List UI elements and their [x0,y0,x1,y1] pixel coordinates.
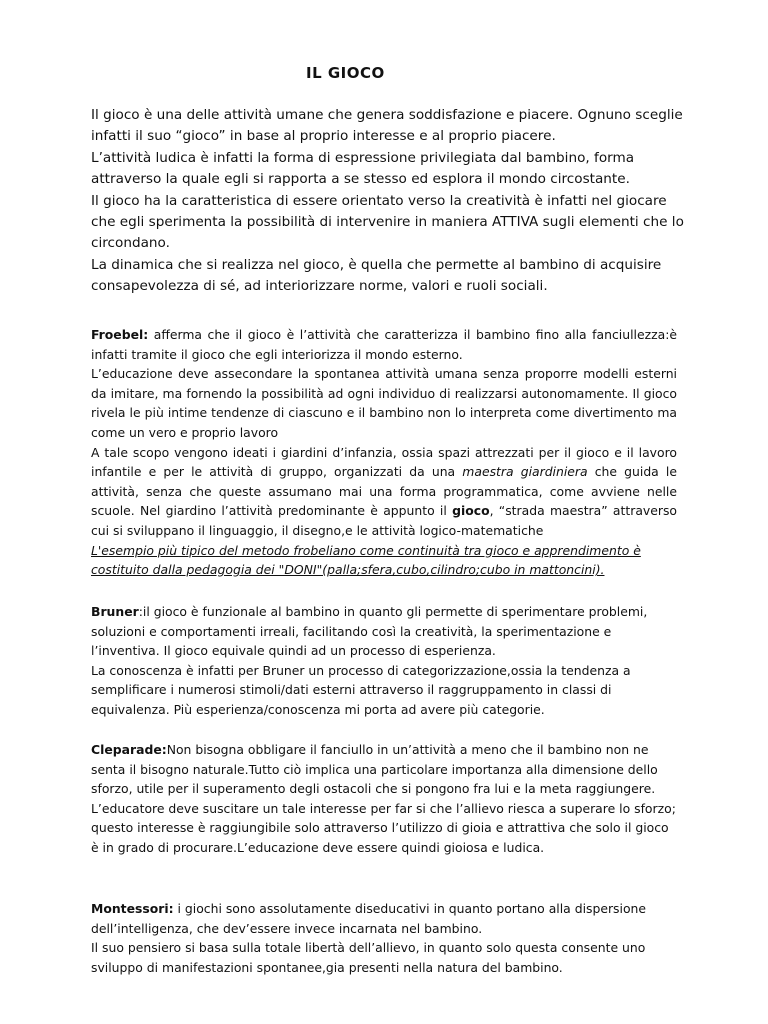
bruner-paragraph [91,602,677,661]
intro-paragraph: Il gioco ha la caratteristica di essere orientato verso la creatività è infatti nel giocare che egli sperimenta la possibilità di intervenire in maniera ATTIVA sugli elementi che lo circondano. [91,192,684,252]
bruner-paragraph: La conoscenza è infatti per Bruner un processo di categorizzazione,ossia la tendenza a semplificare i numerosi stimoli/dati esterni attraverso il raggruppamento in classi di equivalenza. Più esperienza/conoscenza mi porta ad avere più categorie. [91,662,631,717]
froebel-heading: Froebel: [91,327,149,342]
cleparade-section [91,740,677,858]
bruner-section [91,602,677,720]
intro-paragraph: La dinamica che si realizza nel gioco, è quella che permette al bambino di acquisire consapevolezza di sé, ad interiorizzare norme, valori e ruoli sociali. [91,256,662,295]
froebel-doni-paragraph [91,541,677,580]
montessori-section [91,899,677,977]
froebel-text: A tale scopo vengono ideati i giardini d’infanzia, ossia spazi attrezzati per il gioco e il lavoro infantile e per le attività di gruppo, organizzati da una [91,444,677,480]
montessori-paragraph: Il suo pensiero si basa sulla totale libertà dell’allievo, in quanto solo questa consente uno sviluppo di manifestazioni spontanee,gia presenti nella natura del bambino. [91,940,646,975]
maestra-giardiniera-term: maestra giardiniera [462,464,588,480]
froebel-paragraph [91,325,677,364]
cleparade-paragraph: L’educatore deve suscitare un tale interesse per far si che l’allievo riesca a superare lo sforzo; questo interesse è raggiungibile solo attraverso l’utilizzo di gioia e attrattiva che solo il gioco è in grado di procurare.L’educazione deve essere quindi gioiosa e ludica. [91,800,676,855]
froebel-text: che guida le attività, senza che queste assumano mai una forma programmatica, come avviene nelle scuole. Nel giardino l’attività predominante è appunto il [91,464,677,519]
gioco-term: gioco [452,503,490,519]
bruner-heading: Bruner [91,604,139,619]
document-title: IL GIOCO [306,64,385,82]
intro-paragraph: Il gioco è una delle attività umane che genera soddisfazione e piacere. Ognuno sceglie infatti il suo “gioco” in base al proprio interesse e al proprio piacere. [91,107,683,145]
montessori-heading: Montessori: [91,901,174,916]
cleparade-heading: Cleparade: [91,742,167,757]
cleparade-paragraph [91,740,677,799]
froebel-section [91,325,677,580]
intro-section [91,105,691,298]
bruner-text: :il gioco è funzionale al bambino in quanto gli permette di sperimentare problemi, soluzioni e comportamenti irreali, facilitando così la creatività, la sperimentazione e l’inventiva. Il gioco equivale quindi ad un processo di esperienza. [91,604,648,659]
froebel-doni-line: costituito dalla pedagogia dei "DONI"(palla;sfera,cubo,cilindro;cubo in mattoncini). [91,562,605,578]
froebel-paragraph [91,443,677,541]
froebel-doni-line: L'esempio più tipico del metodo frobeliano come continuità tra gioco e apprendimento è [91,542,641,558]
cleparade-text: Non bisogna obbligare il fanciullo in un’attività a meno che il bambino non ne senta il bisogno naturale.Tutto ciò implica una particolare importanza alla dimensione dello sforzo, utile per il superamento degli ostacoli che si pongono fra lui e la meta raggiungere. [91,742,658,797]
montessori-paragraph [91,899,677,938]
intro-paragraph: L’attività ludica è infatti la forma di espressione privilegiata dal bambino, forma attraverso la quale egli si rapporta a se stesso ed esplora il mondo circostante. [91,149,635,188]
montessori-text: i giochi sono assolutamente diseducativi in quanto portano alla dispersione dell’intelligenza, che dev’essere invece incarnata nel bambino. [91,901,647,936]
froebel-paragraph: L’educazione deve assecondare la spontanea attività umana senza proporre modelli esterni da imitare, ma fornendo la possibilità ad ogni individuo di realizzarsi autonomamente. Il gioco rivela le più intime tendenze di ciascuno e il bambino non lo interpreta come divertimento ma come un vero e proprio lavoro [91,366,677,440]
froebel-text: afferma che il gioco è l’attività che caratterizza il bambino fino alla fanciullezza:è infatti tramite il gioco che egli interiorizza il mondo esterno. [91,327,677,362]
froebel-text: , “strada maestra” attraverso cui si sviluppano il linguaggio, il disegno,e le attività logico-matematiche [91,503,678,538]
